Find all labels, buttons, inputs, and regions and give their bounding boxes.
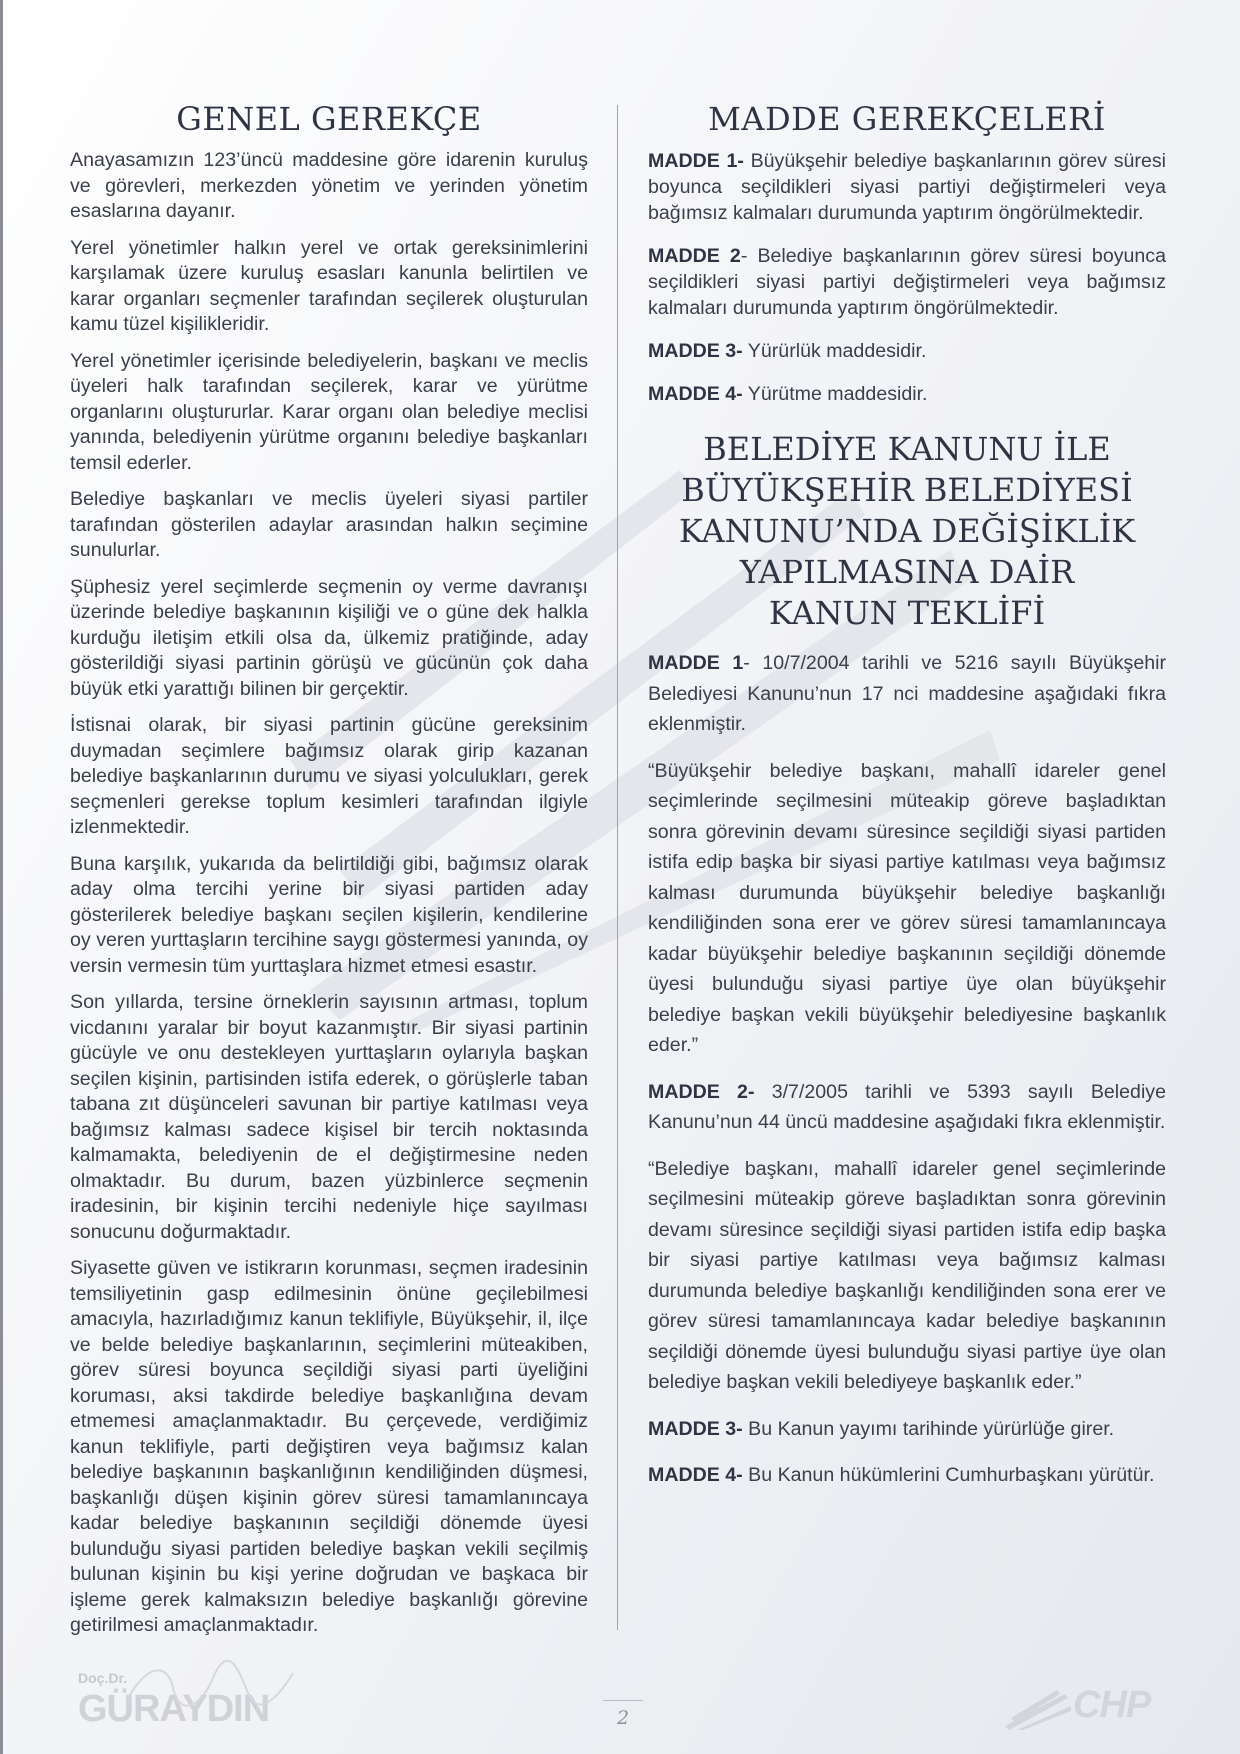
chp-logo-text: CHP — [1073, 1684, 1151, 1726]
article-label: MADDE 3- — [648, 1417, 743, 1440]
article-justifications-title: MADDE GEREKÇELERİ — [708, 100, 1106, 138]
signature-scribble-icon — [118, 1658, 308, 1718]
justification-paragraph: Şüphesiz yerel seçimlerde seçmenin oy verme davranışı üzerinde belediye başkanının kişiliği ve o güne dek halkla kurduğu iletişim etkili olsa da, ülkemiz pratiğinde, aday gösterildiği siyasi partinin görüşü ve gücünün çok daha büyük etki yarattığı bilinen bir gerçektir. — [70, 575, 588, 700]
justification-paragraph: İstisnai olarak, bir siyasi partinin gücüne gereksinim duymadan seçimlere bağımsız olarak girip kazanan belediye başkanlarının durumu ve siyasi yolculukları, gerek seçmenleri gerekse toplum kesimleri tarafından ilgiyle izlenmektedir. — [70, 714, 588, 838]
law-article — [648, 1414, 1166, 1445]
chp-arrows-icon — [1005, 1690, 1071, 1730]
article-text: - Belediye başkanlarının görev süresi boyunca seçildikleri siyasi partiyi değiştirmeleri veya bağımsız kalmaları durumunda yaptırım öngörülmektedir. — [648, 245, 1167, 319]
law-article — [648, 648, 1166, 740]
justification-paragraph: Yerel yönetimler içerisinde belediyelerin, başkanı ve meclis üyeleri halk tarafından seçilerek, karar ve yürütme organlarını oluştururlar. Karar organı olan belediye meclisi yanında, belediyenin yürütme organını belediye başkanları temsil ederler. — [70, 349, 588, 474]
justification-paragraph: Yerel yönetimler halkın yerel ve ortak gereksinimlerini karşılamak üzere kuruluş esasları kanunla belirtilen ve karar organları seçmenler tarafından seçilerek oluşturulan kamu tüzel kişilikleridir. — [70, 236, 588, 335]
article-label: MADDE 3- — [648, 340, 743, 362]
article-text: Büyükşehir belediye başkanlarının görev süresi boyunca seçildikleri siyasi partiyi değiştirmeleri veya bağımsız kalmaları durumunda yaptırım öngörülmektedir. — [648, 150, 1166, 224]
law-proposal-title — [648, 429, 1166, 634]
article-text: 3/7/2005 tarihli ve 5393 sayılı Belediye Kanunu’nun 44 üncü maddesine aşağıdaki fıkra eklenmiştir. — [648, 1080, 1166, 1133]
general-justification-column — [70, 100, 588, 1650]
article-text: Bu Kanun hükümlerini Cumhurbaşkanı yürütür. — [742, 1464, 1155, 1486]
column-divider — [617, 105, 618, 1630]
article-text: - 10/7/2004 tarihli ve 5216 sayılı Büyükşehir Belediyesi Kanunu’nun 17 nci maddesine aşağıdaki fıkra eklenmiştir. — [648, 652, 1166, 735]
article-justification — [648, 243, 1166, 321]
law-title-line: BÜYÜKŞEHİR BELEDİYESİ — [681, 471, 1133, 509]
article-text: Yürürlük maddesidir. — [742, 340, 927, 362]
signature-name: GÜRAYDIN — [78, 1688, 270, 1730]
article-label: MADDE 4- — [648, 383, 743, 405]
article-label: MADDE 2 — [648, 245, 741, 267]
law-title-line: KANUNU’NDA DEĞİŞİKLİK — [678, 512, 1136, 550]
justification-paragraph: Belediye başkanları ve meclis üyeleri siyasi partiler tarafından gösterilen adaylar arasından halkın seçimine sunulurlar. — [70, 488, 588, 561]
article-justification — [648, 381, 1166, 407]
law-article-quote — [648, 756, 1166, 1061]
article-label: MADDE 4- — [648, 1464, 743, 1486]
law-article — [648, 1460, 1166, 1491]
law-title-line: YAPILMASINA DAİR — [739, 553, 1075, 591]
page-number-rule — [603, 1700, 643, 1701]
article-text: “Büyükşehir belediye başkanı, mahallî idareler genel seçimlerinde seçilmesini müteakip göreve başladıktan sonra görevinin devamı süresince seçildiği siyasi partiden istifa edip başka bir siyasi partiye katılması veya bağımsız kalması durumunda büyükşehir belediye başkanlığı kendiliğinden sona erer ve görev süresi tamamlanıncaya kadar büyükşehir belediye başkanının seçildiği dönemde üyesi bulunduğu siyasi partiye üye olan büyükşehir belediye başkan vekili büyükşehir belediyesine başkanlık eder.” — [648, 759, 1166, 1056]
article-text: Yürütme maddesidir. — [742, 383, 928, 405]
page-number: 2 — [616, 1707, 630, 1729]
justification-paragraph: Anayasamızın 123’üncü maddesine göre idarenin kuruluş ve görevleri, merkezden yönetim ve yerinden yönetim esaslarına dayanır. — [70, 149, 588, 222]
page-left-edge — [0, 0, 3, 1754]
article-justification — [648, 148, 1166, 226]
article-text: Bu Kanun yayımı tarihinde yürürlüğe girer. — [742, 1417, 1115, 1440]
article-justifications-column — [648, 100, 1166, 1507]
article-label: MADDE 1 — [648, 652, 744, 674]
justification-paragraph: Son yıllarda, tersine örneklerin sayısının artması, toplum vicdanını yaralar bir boyut kazanmıştır. Bir siyasi partinin gücüyle ve onu destekleyen yurttaşların oylarıyla başkan seçilen kişinin, partisinden istifa ederek, o görüşlerle taban tabana zıt düşünceleri savunan bir partiye katılması veya bağımsız kalması sadece kişisel bir tercih noktasında kalmamakta, belediyenin de el değiştirmesine neden olmaktadır. Bu durum, bazen yüzbinlerce seçmenin iradesinin, bir kişinin tercihi nedeniyle hiçe sayılması sonucunu doğurmaktadır. — [70, 991, 588, 1243]
article-text: “Belediye başkanı, mahallî idareler genel seçimlerinde seçilmesini müteakip göreve başladıktan sonra görevinin devamı süresince seçildiği siyasi partiden istifa edip başka bir siyasi partiye katılması veya bağımsız kalması durumunda belediye başkanlığı kendiliğinden sona erer ve görev süresi tamamlanıncaya kadar belediye başkanının seçildiği dönemde üyesi bulunduğu siyasi partiye üye olan belediye başkan vekili belediyeye başkanlık eder.” — [648, 1157, 1166, 1393]
article-label: MADDE 2- — [648, 1080, 755, 1103]
article-label: MADDE 1- — [648, 150, 744, 172]
law-article-quote — [648, 1154, 1166, 1398]
justification-paragraph: Siyasette güven ve istikrarın korunması, seçmen iradesinin temsiliyetinin gasp edilmesinin önüne geçilebilmesi amacıyla, hazırladığımız kanun teklifiyle, Büyükşehir, il, ilçe ve belde belediye başkanlarının, seçimlerini müteakiben, görev süresi boyunca seçildiği siyasi parti üyeliğini koruması, aksi takdirde belediye başkanlığına devam etmemesi amaçlanmaktadır. Bu çerçevede, verdiğimiz kanun teklifiyle, parti değiştiren veya bağımsız kalan belediye başkanının başkanlığının kendiliğinden düşmesi, başkanlığı düşen kişinin görev süresi tamamlanıncaya kadar belediye başkanının seçildiği dönemde üyesi bulunduğu siyasi partiden belediye başkan vekili seçilmiş bulunan kişinin bu kişi yerine doğrudan ve başkaca bir işleme gerek kalmaksızın belediye başkanlığı görevine getirilmesi amaçlanmaktadır. — [70, 1257, 588, 1636]
law-article — [648, 1077, 1166, 1138]
law-title-line: KANUN TEKLİFİ — [768, 594, 1046, 632]
signature-title: Doç.Dr. — [78, 1670, 128, 1686]
law-title-line: BELEDİYE KANUNU İLE — [703, 430, 1111, 468]
chp-logo — [1005, 1682, 1165, 1732]
general-justification-title: GENEL GEREKÇE — [176, 100, 482, 138]
justification-paragraph: Buna karşılık, yukarıda da belirtildiği gibi, bağımsız olarak aday olma tercihi yerine bir siyasi partiden aday gösterilerek belediye başkanı seçilen kişilerin, kendilerine oy veren yurttaşların tercihine saygı göstermesi yanında, oy versin vermesin tüm yurttaşlara hizmet etmesi esastır. — [70, 852, 588, 977]
article-justification — [648, 338, 1166, 364]
signature-logo — [78, 1658, 268, 1738]
